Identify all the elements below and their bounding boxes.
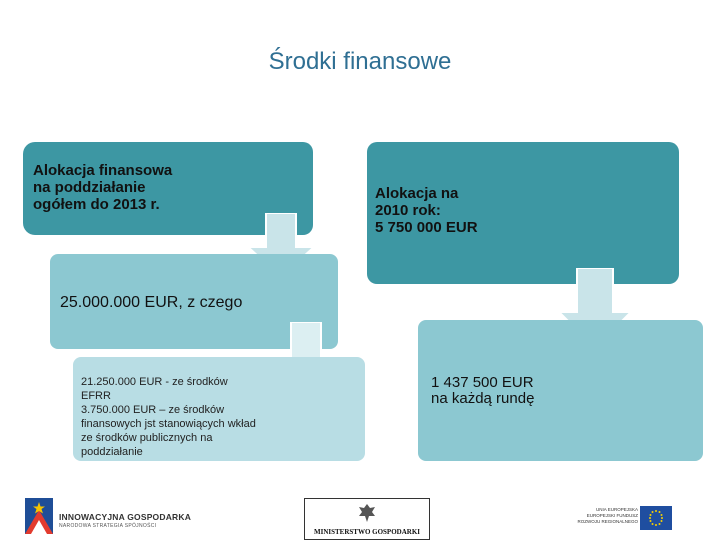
amount-value: 25.000.000 EUR bbox=[60, 294, 179, 311]
slide-title: Środki finansowe bbox=[268, 48, 452, 75]
innovative-economy-title: INNOWACYJNA GOSPODARKA bbox=[59, 512, 192, 522]
eu-logo-text: UNIA EUROPEJSKA EUROPEJSKI FUNDUSZ ROZWOJU REGIONALNEGO bbox=[577, 507, 638, 524]
star-flag-icon bbox=[25, 498, 53, 534]
per-round-text bbox=[431, 375, 534, 407]
ministry-logo bbox=[304, 498, 430, 540]
funding-breakdown-text: 21.250.000 EUR - ze środków EFRR 3.750.000 EUR – ze środków finansowych jst stanowiących wkład ze środków publicznych na poddziałanie bbox=[81, 376, 256, 458]
innovative-economy-logo bbox=[25, 498, 225, 538]
per-round-box bbox=[418, 320, 703, 461]
allocation-2010-box bbox=[367, 142, 679, 284]
allocation-2010-text: Alokacja na 2010 rok: 5 750 000 EUR bbox=[375, 185, 478, 236]
amount-suffix: , z czego bbox=[178, 294, 243, 311]
ministry-name: MINISTERSTWO GOSPODARKI bbox=[314, 528, 420, 536]
per-round-amount: 1 437 500 EUR bbox=[431, 374, 534, 391]
funding-breakdown-box bbox=[73, 357, 365, 461]
amount-text bbox=[60, 294, 242, 312]
eu-logo bbox=[572, 506, 672, 534]
eagle-emblem-icon bbox=[357, 502, 377, 526]
innovative-economy-subtitle: NARODOWA STRATEGIA SPÓJNOŚCI bbox=[59, 523, 157, 529]
total-allocation-text: Alokacja finansowa na poddziałanie ogółem do 2013 r. bbox=[33, 162, 173, 213]
per-round-label: na każdą rundę bbox=[431, 390, 535, 407]
eu-flag-icon bbox=[640, 506, 672, 530]
